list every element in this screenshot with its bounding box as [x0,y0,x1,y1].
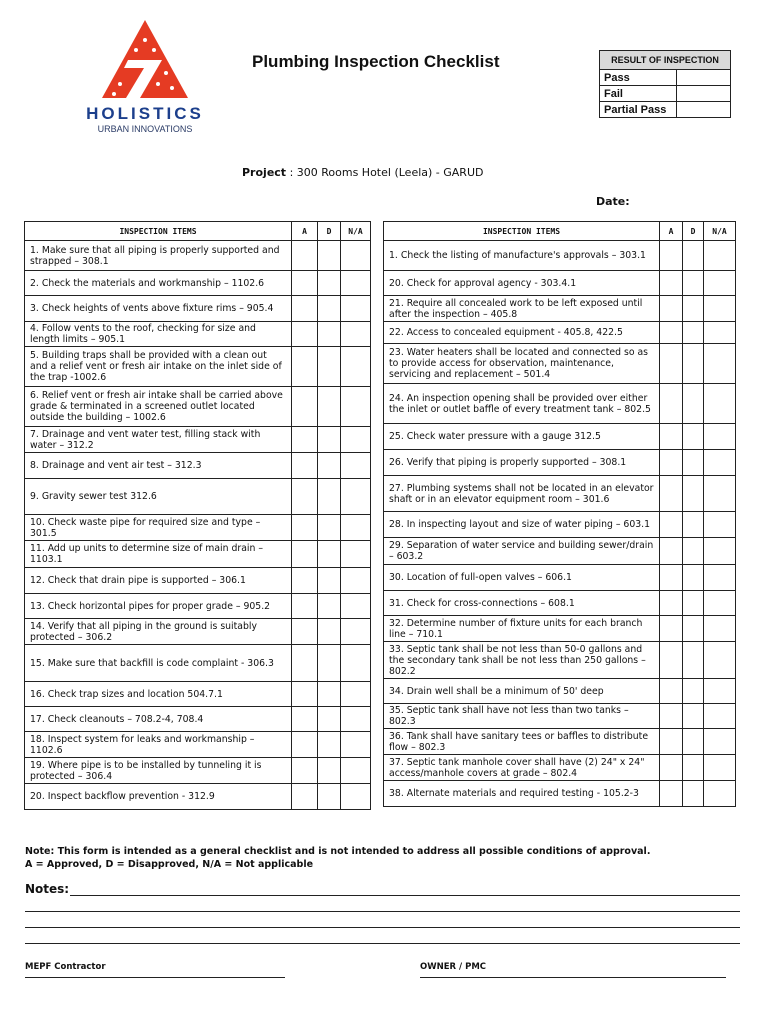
inspection-item: 22. Access to concealed equipment - 405.8, 422.5 [384,322,660,344]
approved-checkbox[interactable] [660,384,683,424]
disapproved-checkbox[interactable] [683,781,704,807]
left-item-row [25,568,371,594]
company-tagline: URBAN INNOVATIONS [97,124,193,134]
form-note [25,845,650,871]
notes-line-4[interactable] [25,943,740,944]
right-item-row [384,704,736,729]
na-checkbox[interactable] [704,591,736,616]
right-item-row [384,322,736,344]
disapproved-checkbox[interactable] [683,384,704,424]
disapproved-checkbox[interactable] [318,784,341,810]
right-item-row [384,679,736,704]
disapproved-checkbox[interactable] [318,296,341,322]
mepf-contractor-label: MEPF Contractor [25,962,106,972]
approved-checkbox[interactable] [660,729,683,755]
disapproved-checkbox[interactable] [683,642,704,679]
approved-checkbox[interactable] [660,271,683,296]
na-checkbox[interactable] [341,682,371,707]
right-item-row [384,344,736,384]
inspection-item: 1. Check the listing of manufacture's approvals – 303.1 [384,241,660,271]
left-item-row [25,271,371,296]
result-fail-label: Fail [600,86,677,102]
approved-checkbox[interactable] [660,704,683,729]
right-checklist-table [383,221,736,807]
approved-checkbox[interactable] [660,424,683,450]
inspection-item: 37. Septic tank manhole cover shall have (2) 24" x 24" access/manhole covers at grade – 802.4 [384,755,660,781]
disapproved-checkbox[interactable] [318,645,341,682]
na-checkbox[interactable] [704,704,736,729]
triangle-logo-icon [100,18,190,103]
na-checkbox[interactable] [341,732,371,758]
approved-checkbox[interactable] [660,565,683,591]
na-checkbox[interactable] [341,427,371,453]
na-checkbox[interactable] [704,271,736,296]
inspection-item: 34. Drain well shall be a minimum of 50' deep [384,679,660,704]
na-checkbox[interactable] [341,271,371,296]
disapproved-checkbox[interactable] [318,707,341,732]
inspection-item: 28. In inspecting layout and size of water piping – 603.1 [384,512,660,538]
inspection-item: 15. Make sure that backfill is code complaint - 306.3 [25,645,292,682]
na-checkbox[interactable] [704,512,736,538]
disapproved-header: D [318,222,341,241]
notes-line-1[interactable] [70,895,740,896]
approved-header: A [292,222,318,241]
left-item-row [25,479,371,515]
date-label: Date: [596,195,630,208]
approved-checkbox[interactable] [292,271,318,296]
disapproved-checkbox[interactable] [683,704,704,729]
right-item-row [384,781,736,807]
approved-checkbox[interactable] [660,476,683,512]
left-item-row [25,453,371,479]
company-logo [80,18,210,138]
na-checkbox[interactable] [341,387,371,427]
inspection-item: 3. Check heights of vents above fixture rims – 905.4 [25,296,292,322]
disapproved-checkbox[interactable] [318,568,341,594]
result-header: RESULT OF INSPECTION [600,51,731,70]
inspection-item: 11. Add up units to determine size of main drain – 1103.1 [25,541,292,568]
approved-checkbox[interactable] [292,758,318,784]
approved-checkbox[interactable] [292,784,318,810]
right-item-row [384,476,736,512]
na-checkbox[interactable] [341,594,371,619]
disapproved-checkbox[interactable] [318,682,341,707]
inspection-item: 35. Septic tank shall have not less than two tanks – 802.3 [384,704,660,729]
approved-checkbox[interactable] [292,387,318,427]
right-item-row [384,512,736,538]
disapproved-checkbox[interactable] [683,296,704,322]
approved-checkbox[interactable] [292,707,318,732]
left-item-row [25,387,371,427]
approved-checkbox[interactable] [660,344,683,384]
na-checkbox[interactable] [704,781,736,807]
inspection-item: 23. Water heaters shall be located and connected so as to provide access for observation, maintenance, servicing and replacement – 501.4 [384,344,660,384]
mepf-signature-line[interactable] [25,977,285,978]
inspection-item: 32. Determine number of fixture units for each branch line – 710.1 [384,616,660,642]
na-checkbox[interactable] [341,515,371,541]
result-partial-field[interactable] [677,102,731,118]
na-checkbox[interactable] [704,538,736,565]
right-item-row [384,296,736,322]
note-line-1: Note: This form is intended as a general checklist and is not intended to address all possible conditions of approval. [25,846,651,857]
inspection-item: 2. Check the materials and workmanship – 1102.6 [25,271,292,296]
approved-checkbox[interactable] [292,682,318,707]
right-item-row [384,729,736,755]
approved-checkbox[interactable] [292,427,318,453]
company-name: HOLISTICS [86,104,204,123]
inspection-item: 36. Tank shall have sanitary tees or baffles to distribute flow – 802.3 [384,729,660,755]
left-item-row [25,619,371,645]
right-item-row [384,755,736,781]
owner-pmc-label: OWNER / PMC [420,962,487,972]
left-item-row [25,322,371,347]
disapproved-checkbox[interactable] [318,241,341,271]
na-checkbox[interactable] [341,296,371,322]
disapproved-checkbox[interactable] [683,755,704,781]
inspection-item: 38. Alternate materials and required testing - 105.2-3 [384,781,660,807]
disapproved-checkbox[interactable] [683,512,704,538]
approved-checkbox[interactable] [292,296,318,322]
note-legend: A = Approved, D = Disapproved, N/A = Not applicable [25,859,314,870]
disapproved-checkbox[interactable] [683,450,704,476]
na-checkbox[interactable] [704,755,736,781]
disapproved-checkbox[interactable] [683,729,704,755]
disapproved-checkbox[interactable] [683,476,704,512]
items-header: INSPECTION ITEMS [384,222,660,241]
na-checkbox[interactable] [341,347,371,387]
left-item-row [25,296,371,322]
items-header: INSPECTION ITEMS [25,222,292,241]
na-checkbox[interactable] [704,344,736,384]
right-item-row [384,565,736,591]
right-item-row [384,538,736,565]
right-item-row [384,616,736,642]
inspection-item: 19. Where pipe is to be installed by tunneling it is protected – 306.4 [25,758,292,784]
left-item-row [25,784,371,810]
left-item-row [25,427,371,453]
approved-checkbox[interactable] [292,241,318,271]
left-item-row [25,732,371,758]
na-checkbox[interactable] [704,729,736,755]
approved-checkbox[interactable] [660,322,683,344]
left-item-row [25,347,371,387]
na-checkbox[interactable] [704,565,736,591]
disapproved-checkbox[interactable] [318,732,341,758]
approved-checkbox[interactable] [292,347,318,387]
inspection-item: 17. Check cleanouts – 708.2-4, 708.4 [25,707,292,732]
approved-checkbox[interactable] [660,755,683,781]
approved-checkbox[interactable] [660,512,683,538]
approved-checkbox[interactable] [660,450,683,476]
page-title: Plumbing Inspection Checklist [252,52,500,71]
inspection-item: 25. Check water pressure with a gauge 312.5 [384,424,660,450]
approved-checkbox[interactable] [292,453,318,479]
inspection-item: 12. Check that drain pipe is supported – 306.1 [25,568,292,594]
approved-header: A [660,222,683,241]
na-checkbox[interactable] [704,296,736,322]
left-item-row [25,241,371,271]
na-checkbox[interactable] [341,453,371,479]
inspection-item: 9. Gravity sewer test 312.6 [25,479,292,515]
approved-checkbox[interactable] [292,594,318,619]
na-checkbox[interactable] [341,645,371,682]
inspection-item: 13. Check horizontal pipes for proper grade – 905.2 [25,594,292,619]
na-checkbox[interactable] [704,642,736,679]
inspection-item: 18. Inspect system for leaks and workmanship – 1102.6 [25,732,292,758]
left-item-row [25,682,371,707]
owner-signature-line[interactable] [420,977,726,978]
na-checkbox[interactable] [704,384,736,424]
left-item-row [25,541,371,568]
inspection-item: 14. Verify that all piping in the ground is suitably protected – 306.2 [25,619,292,645]
approved-checkbox[interactable] [660,591,683,616]
approved-checkbox[interactable] [660,679,683,704]
right-item-row [384,591,736,616]
na-checkbox[interactable] [341,707,371,732]
na-checkbox[interactable] [704,679,736,704]
approved-checkbox[interactable] [292,515,318,541]
disapproved-checkbox[interactable] [683,424,704,450]
notes-line-3[interactable] [25,927,740,928]
inspection-item: 8. Drainage and vent air test – 312.3 [25,453,292,479]
disapproved-checkbox[interactable] [318,479,341,515]
disapproved-checkbox[interactable] [683,322,704,344]
inspection-item: 1. Make sure that all piping is properly supported and strapped – 308.1 [25,241,292,271]
inspection-item: 21. Require all concealed work to be left exposed until after the inspection – 405.8 [384,296,660,322]
right-item-row [384,241,736,271]
result-pass-label: Pass [600,70,677,86]
notes-line-2[interactable] [25,911,740,912]
left-item-row [25,758,371,784]
project-value: : 300 Rooms Hotel (Leela) - GARUD [289,166,484,179]
na-checkbox[interactable] [341,568,371,594]
right-item-row [384,271,736,296]
notes-label: Notes: [25,882,70,896]
right-item-row [384,450,736,476]
left-item-row [25,515,371,541]
disapproved-checkbox[interactable] [683,591,704,616]
na-checkbox[interactable] [704,241,736,271]
disapproved-checkbox[interactable] [318,347,341,387]
disapproved-checkbox[interactable] [683,679,704,704]
approved-checkbox[interactable] [292,479,318,515]
left-item-row [25,645,371,682]
result-partial-label: Partial Pass [600,102,677,118]
result-pass-field[interactable] [677,70,731,86]
inspection-item: 10. Check waste pipe for required size and type – 301.5 [25,515,292,541]
na-checkbox[interactable] [704,476,736,512]
right-item-row [384,384,736,424]
inspection-item: 27. Plumbing systems shall not be located in an elevator shaft or in an elevator equipment room – 301.6 [384,476,660,512]
approved-checkbox[interactable] [660,642,683,679]
approved-checkbox[interactable] [292,645,318,682]
result-of-inspection-box [599,50,731,118]
approved-checkbox[interactable] [660,241,683,271]
disapproved-checkbox[interactable] [318,619,341,645]
disapproved-checkbox[interactable] [683,538,704,565]
disapproved-header: D [683,222,704,241]
approved-checkbox[interactable] [292,322,318,347]
disapproved-checkbox[interactable] [318,758,341,784]
inspection-item: 29. Separation of water service and building sewer/drain – 603.2 [384,538,660,565]
na-checkbox[interactable] [704,450,736,476]
project-line [242,166,483,179]
approved-checkbox[interactable] [660,296,683,322]
result-fail-field[interactable] [677,86,731,102]
disapproved-checkbox[interactable] [318,322,341,347]
approved-checkbox[interactable] [660,781,683,807]
inspection-item: 26. Verify that piping is properly supported – 308.1 [384,450,660,476]
inspection-item: 6. Relief vent or fresh air intake shall be carried above grade & terminated in a screened outlet located outside the building – 1002.6 [25,387,292,427]
approved-checkbox[interactable] [660,616,683,642]
approved-checkbox[interactable] [292,732,318,758]
na-checkbox[interactable] [341,758,371,784]
na-checkbox[interactable] [341,322,371,347]
inspection-item: 20. Inspect backflow prevention - 312.9 [25,784,292,810]
na-checkbox[interactable] [704,616,736,642]
approved-checkbox[interactable] [660,538,683,565]
left-item-row [25,594,371,619]
disapproved-checkbox[interactable] [318,387,341,427]
na-header: N/A [704,222,736,241]
inspection-item: 7. Drainage and vent water test, filling stack with water – 312.2 [25,427,292,453]
project-label: Project [242,166,287,179]
na-header: N/A [341,222,371,241]
disapproved-checkbox[interactable] [683,616,704,642]
disapproved-checkbox[interactable] [683,241,704,271]
inspection-item: 20. Check for approval agency - 303.4.1 [384,271,660,296]
na-checkbox[interactable] [341,619,371,645]
disapproved-checkbox[interactable] [318,271,341,296]
inspection-item: 31. Check for cross-connections – 608.1 [384,591,660,616]
right-item-row [384,424,736,450]
inspection-item: 30. Location of full-open valves – 606.1 [384,565,660,591]
inspection-item: 4. Follow vents to the roof, checking for size and length limits – 905.1 [25,322,292,347]
na-checkbox[interactable] [341,541,371,568]
disapproved-checkbox[interactable] [318,594,341,619]
inspection-item: 16. Check trap sizes and location 504.7.1 [25,682,292,707]
na-checkbox[interactable] [341,241,371,271]
na-checkbox[interactable] [341,479,371,515]
na-checkbox[interactable] [341,784,371,810]
inspection-item: 33. Septic tank shall be not less than 50-0 gallons and the secondary tank shall be not less than 250 gallons – 802.2 [384,642,660,679]
inspection-item: 5. Building traps shall be provided with a clean out and a relief vent or fresh air intake on the inlet side of the trap -1002.6 [25,347,292,387]
right-item-row [384,642,736,679]
disapproved-checkbox[interactable] [318,541,341,568]
disapproved-checkbox[interactable] [683,271,704,296]
left-checklist-table [24,221,371,810]
approved-checkbox[interactable] [292,541,318,568]
disapproved-checkbox[interactable] [318,427,341,453]
na-checkbox[interactable] [704,322,736,344]
disapproved-checkbox[interactable] [318,453,341,479]
approved-checkbox[interactable] [292,619,318,645]
inspection-item: 24. An inspection opening shall be provided over either the inlet or outlet baffle of every treatment tank – 802.5 [384,384,660,424]
na-checkbox[interactable] [704,424,736,450]
disapproved-checkbox[interactable] [683,344,704,384]
approved-checkbox[interactable] [292,568,318,594]
disapproved-checkbox[interactable] [683,565,704,591]
left-item-row [25,707,371,732]
disapproved-checkbox[interactable] [318,515,341,541]
